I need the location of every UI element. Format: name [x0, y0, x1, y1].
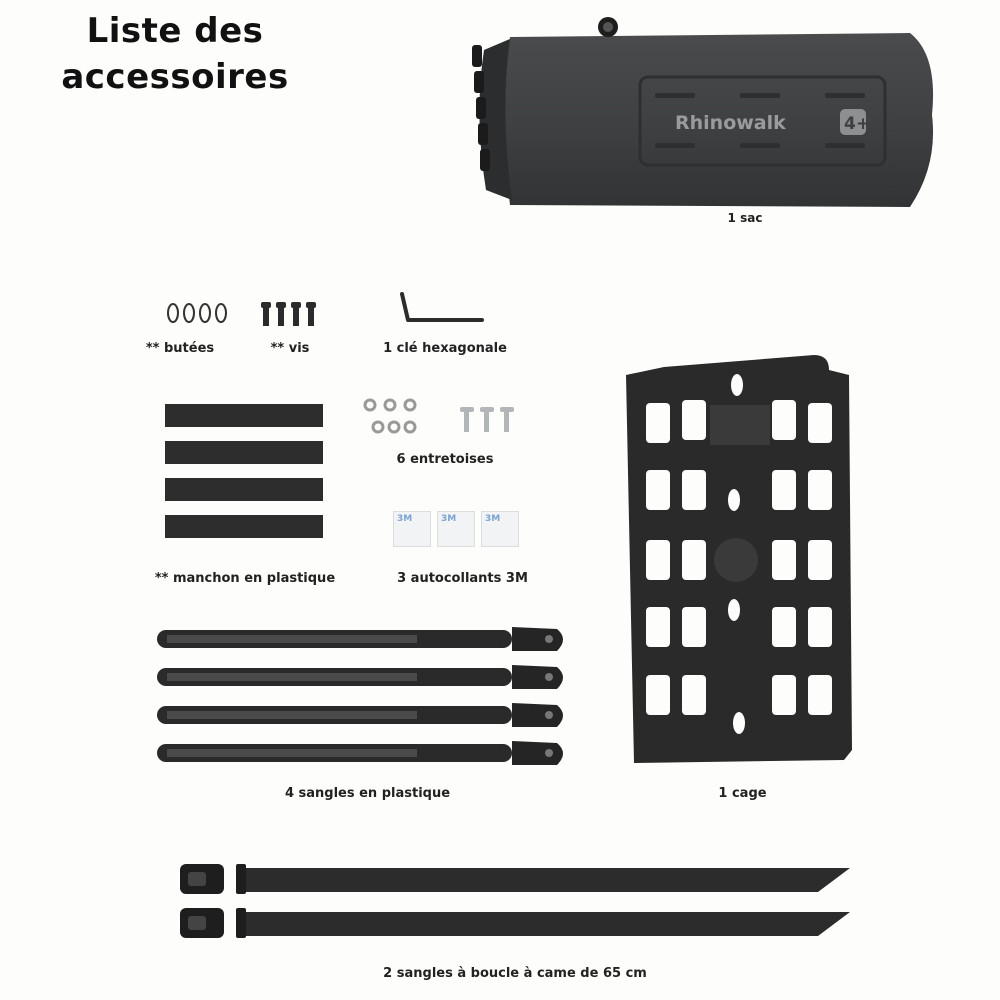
sticker-mark: 3M: [441, 514, 457, 524]
title-line-2: accessoires: [61, 57, 289, 97]
sangles-boucle-label: 2 sangles à boucle à came de 65 cm: [383, 966, 647, 981]
page-title: [60, 8, 290, 100]
sticker-mark: 3M: [397, 514, 413, 524]
manchon-label: ** manchon en plastique: [154, 571, 336, 586]
dry-bag-image: [470, 15, 940, 215]
butees-label: ** butées: [145, 341, 215, 356]
autocollants-image: [393, 511, 533, 547]
bag-badge-text: 4+: [844, 114, 871, 134]
sangles-boucle-image: [178, 860, 853, 940]
sticker-mark: 3M: [485, 514, 501, 524]
hex-key-image: [398, 290, 488, 330]
sangles-plastique-label: 4 sangles en plastique: [284, 786, 451, 801]
sangles-plastique-image: [157, 625, 572, 770]
vis-image: [258, 300, 320, 328]
entretoises-label: 6 entretoises: [396, 452, 494, 467]
cage-label: 1 cage: [718, 786, 767, 801]
autocollants-label: 3 autocollants 3M: [397, 571, 528, 586]
bag-brand-text: Rhinowalk: [675, 112, 786, 134]
entretoises-image: [360, 395, 525, 440]
sticker-1: [393, 511, 431, 547]
butees-image: [165, 302, 230, 324]
bag-label: 1 sac: [727, 211, 763, 225]
cage-image: [624, 345, 854, 765]
sticker-2: [437, 511, 475, 547]
sticker-3: [481, 511, 519, 547]
cle-label: 1 clé hexagonale: [383, 341, 507, 356]
manchon-image: [165, 404, 325, 540]
vis-label: ** vis: [270, 341, 310, 356]
title-line-1: Liste des: [86, 11, 264, 51]
